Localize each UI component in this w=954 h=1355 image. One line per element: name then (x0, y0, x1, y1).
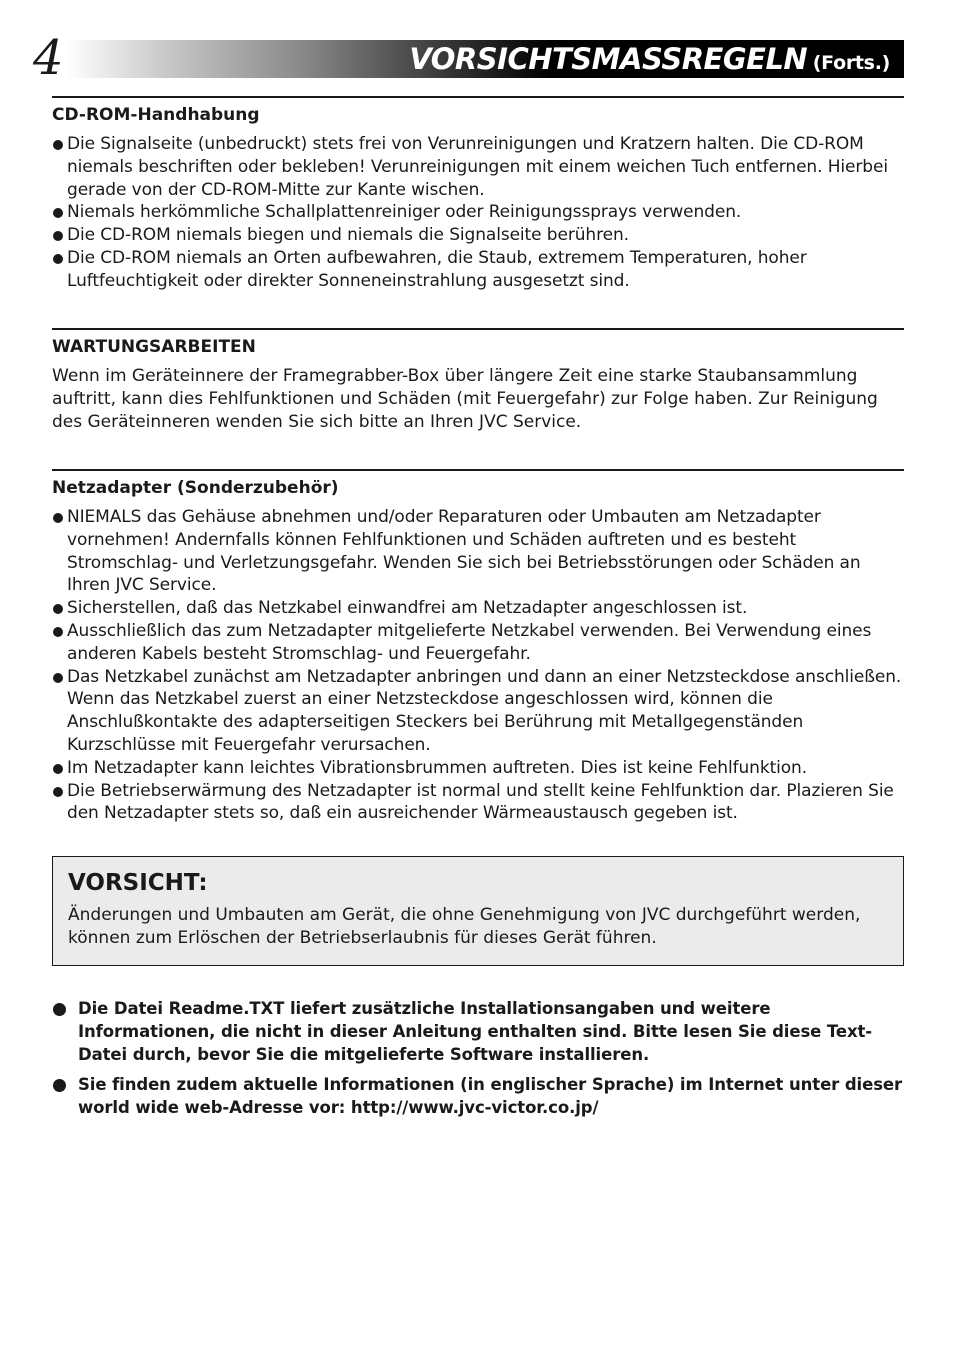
section-divider (52, 328, 904, 330)
list-item: Die CD-ROM niemals an Orten aufbewahren, die Staub, extremem Temperaturen, hoher Luftfeuchtigkeit oder direkter Sonneneinstrahlung ausgesetzt sind. (52, 247, 904, 293)
title-bar (66, 40, 904, 78)
section-heading: CD-ROM-Handhabung (52, 105, 260, 125)
list-item: NIEMALS das Gehäuse abnehmen und/oder Reparaturen oder Umbauten am Netzadapter vornehmen! Andernfalls können Fehlfunktionen und Schäden auftreten und es besteht Stromschlag- und Verletzungsgefahr. Wenden Sie sich bei Betriebsstörungen oder Schäden an Ihren JVC Service. (52, 506, 904, 597)
list-item: Die Signalseite (unbedruckt) stets frei von Verunreinigungen und Kratzern halten. Die CD-ROM niemals beschriften oder bekleben! Verunreinigungen mit einem weichen Tuch entfernen. Hierbei gerade von der CD-ROM-Mitte zur Kante wischen. (52, 133, 904, 201)
bullet-list (52, 133, 904, 293)
page-title-suffix: (Forts.) (812, 52, 890, 74)
list-item: Ausschließlich das zum Netzadapter mitgelieferte Netzkabel verwenden. Bei Verwendung eines anderen Kabels besteht Stromschlag- und Feuergefahr. (52, 620, 904, 666)
caution-text: Änderungen und Umbauten am Gerät, die ohne Genehmigung von JVC durchgeführt werden, können zum Erlöschen der Betriebserlaubnis für dieses Gerät führen. (68, 905, 861, 948)
list-item: Niemals herkömmliche Schallplattenreiniger oder Reinigungssprays verwenden. (52, 201, 904, 224)
caution-box (52, 856, 904, 966)
section-maintenance (52, 328, 904, 433)
notes-list (52, 998, 904, 1120)
section-divider (52, 96, 904, 98)
caution-title: VORSICHT: (68, 870, 208, 896)
page-title-main: VORSICHTSMASSREGELN (409, 42, 808, 76)
section-cdrom-handling (52, 96, 904, 293)
list-item: Die Betriebserwärmung des Netzadapter ist normal und stellt keine Fehlfunktion dar. Plazieren Sie den Netzadapter stets so, daß ein ausreichender Wärmeaustausch gegeben ist. (52, 780, 904, 826)
list-item: Im Netzadapter kann leichtes Vibrationsbrummen auftreten. Dies ist keine Fehlfunktion. (52, 757, 904, 780)
note-item: Sie finden zudem aktuelle Informationen (in englischer Sprache) im Internet unter dieser world wide web-Adresse vor: http://www.jvc-victor.co.jp/ (52, 1074, 904, 1120)
page-title (409, 40, 890, 78)
list-item: Das Netzkabel zunächst am Netzadapter anbringen und dann an einer Netzsteckdose anschließen. Wenn das Netzkabel zuerst an einer Netzsteckdose angeschlossen wird, können die Anschlußkontakte des adapterseitigen Steckers bei Berührung mit Metallgegenständen Kurzschlüsse mit Feuergefahr verursachen. (52, 666, 904, 757)
page-number: 4 (33, 30, 64, 86)
section-ac-adapter (52, 469, 904, 825)
notes (52, 998, 904, 1128)
section-paragraph: Wenn im Geräteinnere der Framegrabber-Box über längere Zeit eine starke Staubansammlung auftritt, kann dies Fehlfunktionen und Schäden (mit Feuergefahr) zur Folge haben. Zur Reinigung des Geräteinneren wenden Sie sich bitte an Ihren JVC Service. (52, 366, 878, 432)
section-heading: Netzadapter (Sonderzubehör) (52, 478, 339, 498)
section-heading: WARTUNGSARBEITEN (52, 337, 256, 357)
bullet-list (52, 506, 904, 825)
list-item: Sicherstellen, daß das Netzkabel einwandfrei am Netzadapter angeschlossen ist. (52, 597, 904, 620)
note-item: Die Datei Readme.TXT liefert zusätzliche Installationsangaben und weitere Informationen, die nicht in dieser Anleitung enthalten sind. Bitte lesen Sie diese Text-Datei durch, bevor Sie die mitgelieferte Software installieren. (52, 998, 904, 1066)
list-item: Die CD-ROM niemals biegen und niemals die Signalseite berühren. (52, 224, 904, 247)
section-divider (52, 469, 904, 471)
